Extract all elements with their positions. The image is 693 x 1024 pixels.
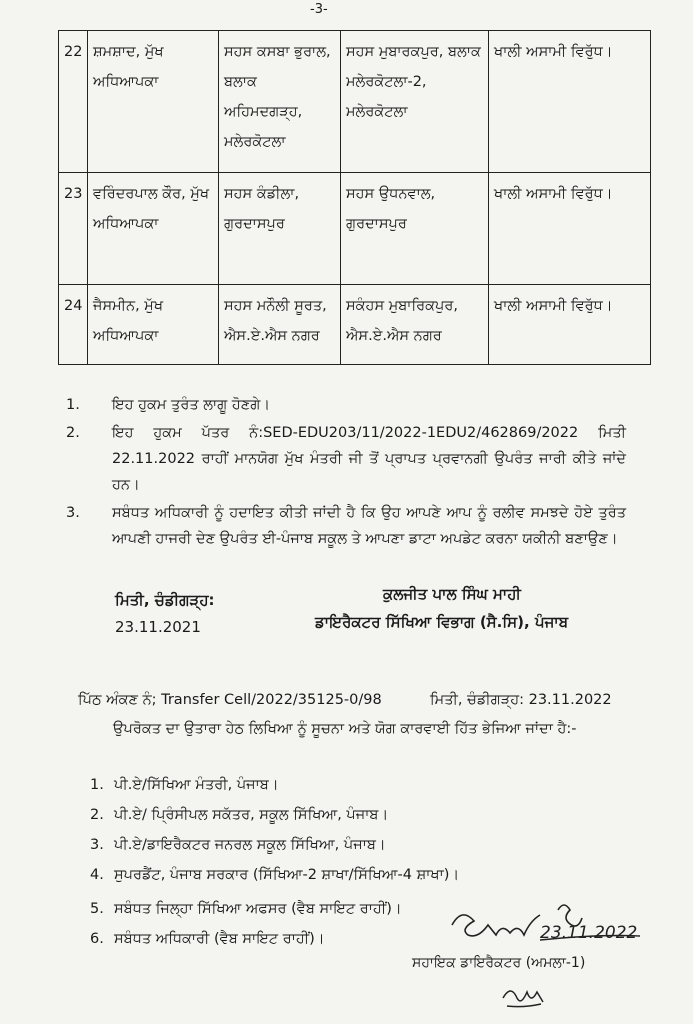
cell-name: ਸ਼ਮਸ਼ਾਦ, ਮੁੱਖ ਅਧਿਆਪਕਾ	[88, 31, 219, 173]
list-item: 3. ਪੀ.ਏ/ਡਾਇਰੈਕਟਰ ਜਨਰਲ ਸਕੂਲ ਸਿੱਖਿਆ, ਪੰਜਾਬ।	[90, 837, 386, 853]
endorsement-intro: ਉਪਰੋਕਤ ਦਾ ਉਤਾਰਾ ਹੇਠ ਲਿਖਿਆ ਨੂੰ ਸੂਚਨਾ ਅਤੇ ਯੋਗ ਕਾਰਵਾਈ ਹਿੱਤ ਭੇਜਿਆ ਜਾਂਦਾ ਹੈ:-	[113, 721, 577, 737]
page-number: -3-	[310, 2, 328, 17]
handwritten-signature	[440, 890, 670, 960]
item-text: ਸਬੰਧਤ ਅਧਿਕਾਰੀ ਨੂੰ ਹਦਾਇਤ ਕੀਤੀ ਜਾਂਦੀ ਹੈ ਕਿ ਉਹ ਆਪਣੇ ਆਪ ਨੂੰ ਰਲੀਵ ਸਮਝਦੇ ਹੋਏ ਤੁਰੰਤ ਆਪਣੀ ਹਾਜਰੀ ਦੇਣ ਉਪਰੰਤ ਈ-ਪੰਜਾਬ ਸਕੂਲ ਤੇ ਆਪਣਾ ਡਾਟਾ ਅਪਡੇਟ ਕਰਨਾ ਯਕੀਨੀ ਬਣਾਉਣ।	[112, 505, 626, 547]
cell-to: ਸਕੰਹਸ ਮੁਬਾਰਿਕਪੁਰ, ਐਸ.ਏ.ਐਸ ਨਗਰ	[341, 285, 489, 365]
list-item	[66, 392, 626, 418]
assistant-designation: ਸਹਾਇਕ ਡਾਇਰੈਕਟਰ (ਅਮਲਾ-1)	[412, 955, 586, 971]
item-text: ਇਹ ਹੁਕਮ ਪੱਤਰ ਨੰ:SED-EDU203/11/2022-1EDU2/462869/2022 ਮਿਤੀ 22.11.2022 ਰਾਹੀਂ ਮਾਨਯੋਗ ਮੁੱਖ ਮੰਤਰੀ ਜੀ ਤੋਂ ਪ੍ਰਾਪਤ ਪ੍ਰਵਾਨਗੀ ਉਪਰੰਤ ਜਾਰੀ ਕੀਤੇ ਜਾਂਦੇ ਹਨ।	[112, 425, 626, 493]
cell-sr: 23	[59, 173, 88, 285]
issue-date: 23.11.2021	[115, 618, 201, 636]
cell-sr: 22	[59, 31, 88, 173]
list-item: 5. ਸਬੰਧਤ ਜਿਲ੍ਹਾ ਸਿੱਖਿਆ ਅਫਸਰ (ਵੈਬ ਸਾਇਟ ਰਾਹੀਂ)।	[90, 901, 402, 917]
cell-sr: 24	[59, 285, 88, 365]
cell-remark: ਖਾਲੀ ਅਸਾਮੀ ਵਿਰੁੱਧ।	[489, 173, 651, 285]
list-item: 4. ਸੁਪਰਡੈਂਟ, ਪੰਜਾਬ ਸਰਕਾਰ (ਸਿੱਖਿਆ-2 ਸ਼ਾਖਾ/ਸਿੱਖਿਆ-4 ਸ਼ਾਖਾ)।	[90, 867, 460, 883]
item-number: 3.	[66, 505, 80, 521]
table-row	[59, 173, 651, 285]
item-number: 1.	[66, 397, 80, 413]
list-item: 1. ਪੀ.ਏ/ਸਿੱਖਿਆ ਮੰਤਰੀ, ਪੰਜਾਬ।	[90, 777, 279, 793]
distribution-list	[90, 770, 459, 954]
item-text: ਇਹ ਹੁਕਮ ਤੁਰੰਤ ਲਾਗੂ ਹੋਣਗੇ।	[112, 397, 271, 413]
cell-from: ਸਹਸ ਕੰਡੀਲਾ, ਗੁਰਦਾਸਪੁਰ	[219, 173, 341, 285]
svg-text:23.11.2022: 23.11.2022	[540, 923, 638, 943]
list-item	[66, 420, 626, 498]
cell-to: ਸਹਸ ਉਧਨਵਾਲ, ਗੁਰਦਾਸਪੁਰ	[341, 173, 489, 285]
cell-remark: ਖਾਲੀ ਅਸਾਮੀ ਵਿਰੁੱਧ।	[489, 285, 651, 365]
table-row	[59, 31, 651, 173]
order-list	[66, 392, 626, 554]
handwritten-initials	[497, 978, 557, 1014]
cell-from: ਸਹਸ ਕਸਬਾ ਭੁਰਾਲ, ਬਲਾਕ ਅਹਿਮਦਗੜ੍ਹ, ਮਲੇਰਕੋਟਲਾ	[219, 31, 341, 173]
list-item: 6. ਸਬੰਧਤ ਅਧਿਕਾਰੀ (ਵੈਬ ਸਾਇਟ ਰਾਹੀਂ)।	[90, 931, 325, 947]
endorsement-number: ਪਿੱਠ ਅੰਕਣ ਨੰ; Transfer Cell/2022/35125-0/98	[78, 692, 382, 708]
cell-name: ਵਰਿੰਦਰਪਾਲ ਕੌਰ, ਮੁੱਖ ਅਧਿਆਪਕਾ	[88, 173, 219, 285]
cell-to: ਸਹਸ ਮੁਬਾਰਕਪੁਰ, ਬਲਾਕ ਮਲੇਰਕੋਟਲਾ-2, ਮਲੇਰਕੋਟਲਾ	[341, 31, 489, 173]
date-place-label: ਮਿਤੀ, ਚੰਡੀਗੜ੍ਹ:	[115, 591, 215, 609]
cell-remark: ਖਾਲੀ ਅਸਾਮੀ ਵਿਰੁੱਧ।	[489, 31, 651, 173]
item-number: 2.	[66, 425, 80, 441]
endorsement-date: ਮਿਤੀ, ਚੰਡੀਗੜ੍ਹ: 23.11.2022	[430, 692, 612, 708]
signatory-name: ਕੁਲਜੀਤ ਪਾਲ ਸਿੰਘ ਮਾਹੀ	[383, 585, 521, 603]
list-item	[66, 500, 626, 552]
list-item: 2. ਪੀ.ਏ/ ਪ੍ਰਿੰਸੀਪਲ ਸਕੱਤਰ, ਸਕੂਲ ਸਿੱਖਿਆ, ਪੰਜਾਬ।	[90, 807, 389, 823]
signatory-designation: ਡਾਇਰੈਕਟਰ ਸਿੱਖਿਆ ਵਿਭਾਗ (ਸੈ.ਸਿ), ਪੰਜਾਬ	[315, 613, 569, 631]
table-row	[59, 285, 651, 365]
transfer-table	[58, 30, 651, 365]
cell-from: ਸਹਸ ਮਨੌਲੀ ਸੂਰਤ, ਐਸ.ਏ.ਐਸ ਨਗਰ	[219, 285, 341, 365]
cell-name: ਜੈਸਮੀਨ, ਮੁੱਖ ਅਧਿਆਪਕਾ	[88, 285, 219, 365]
